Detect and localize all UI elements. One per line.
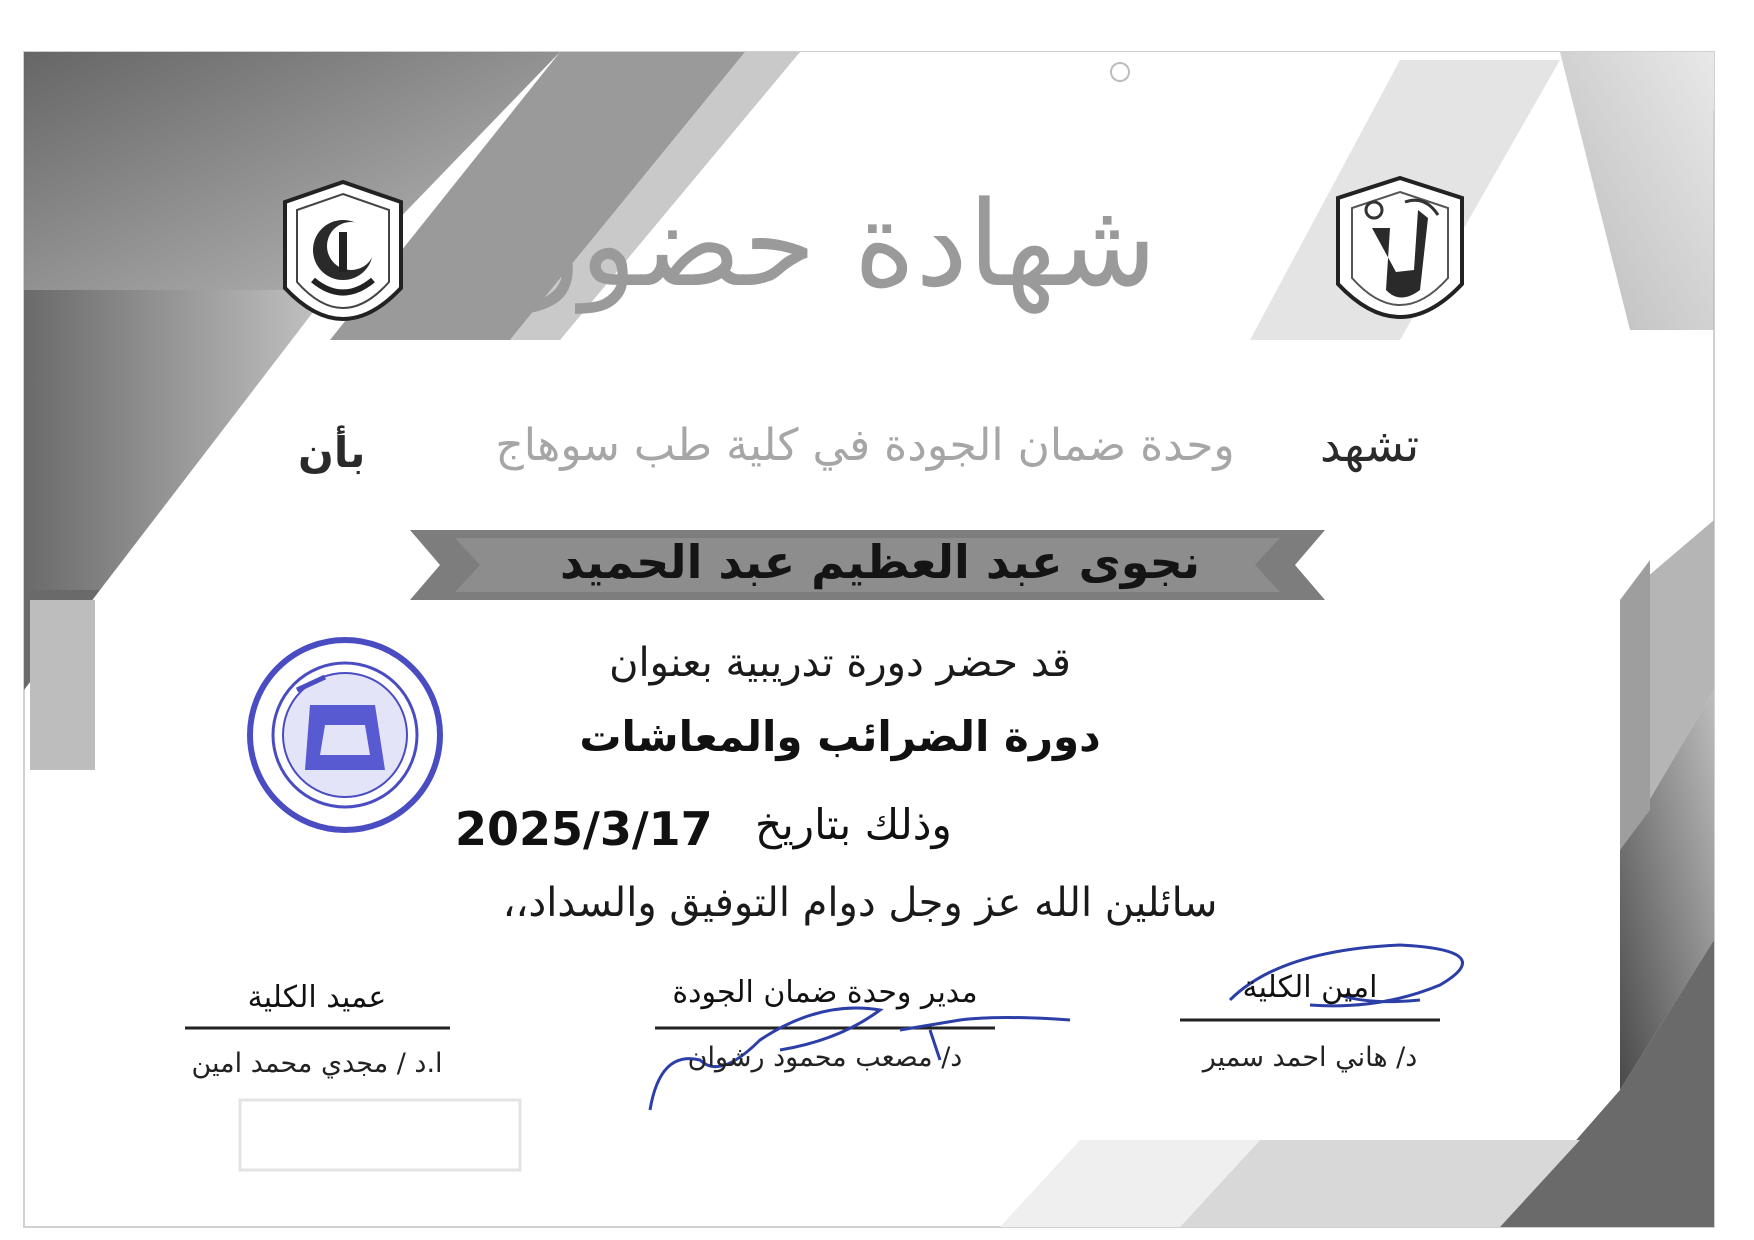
date-label: وذلك بتاريخ (755, 800, 952, 849)
signatory-name-dean: ا.د / مجدي محمد امين (191, 1048, 443, 1079)
date-value: 2025/3/17 (455, 802, 713, 856)
that-label: بأن (298, 428, 366, 477)
bottom-chevrons (1000, 1140, 1580, 1227)
signatory-title-secretary: امين الكلية (1242, 970, 1378, 1005)
testify-label: تشهد (1320, 418, 1420, 472)
certificate-title: شهادة حضور (522, 175, 1158, 313)
course-title: دورة الضرائب والمعاشات (579, 712, 1101, 761)
signatory-name-quality-director: د/ مصعب محمود رشوان (687, 1042, 963, 1073)
closing-text: سائلين الله عز وجل دوام التوفيق والسداد،، (502, 880, 1218, 926)
recipient-name: نجوى عبد العظيم عبد الحميد (559, 535, 1201, 589)
sohag-university-emblem-icon (1338, 178, 1462, 317)
faculty-of-medicine-emblem-icon (285, 182, 401, 319)
attended-text: قد حضر دورة تدريبية بعنوان (609, 640, 1071, 686)
signatory-title-quality-director: مدير وحدة ضمان الجودة (672, 975, 978, 1010)
signatory-title-dean: عميد الكلية (247, 980, 387, 1015)
signatory-name-secretary: د/ هاني احمد سمير (1202, 1042, 1418, 1073)
issuing-unit: وحدة ضمان الجودة في كلية طب سوهاج (495, 420, 1235, 471)
